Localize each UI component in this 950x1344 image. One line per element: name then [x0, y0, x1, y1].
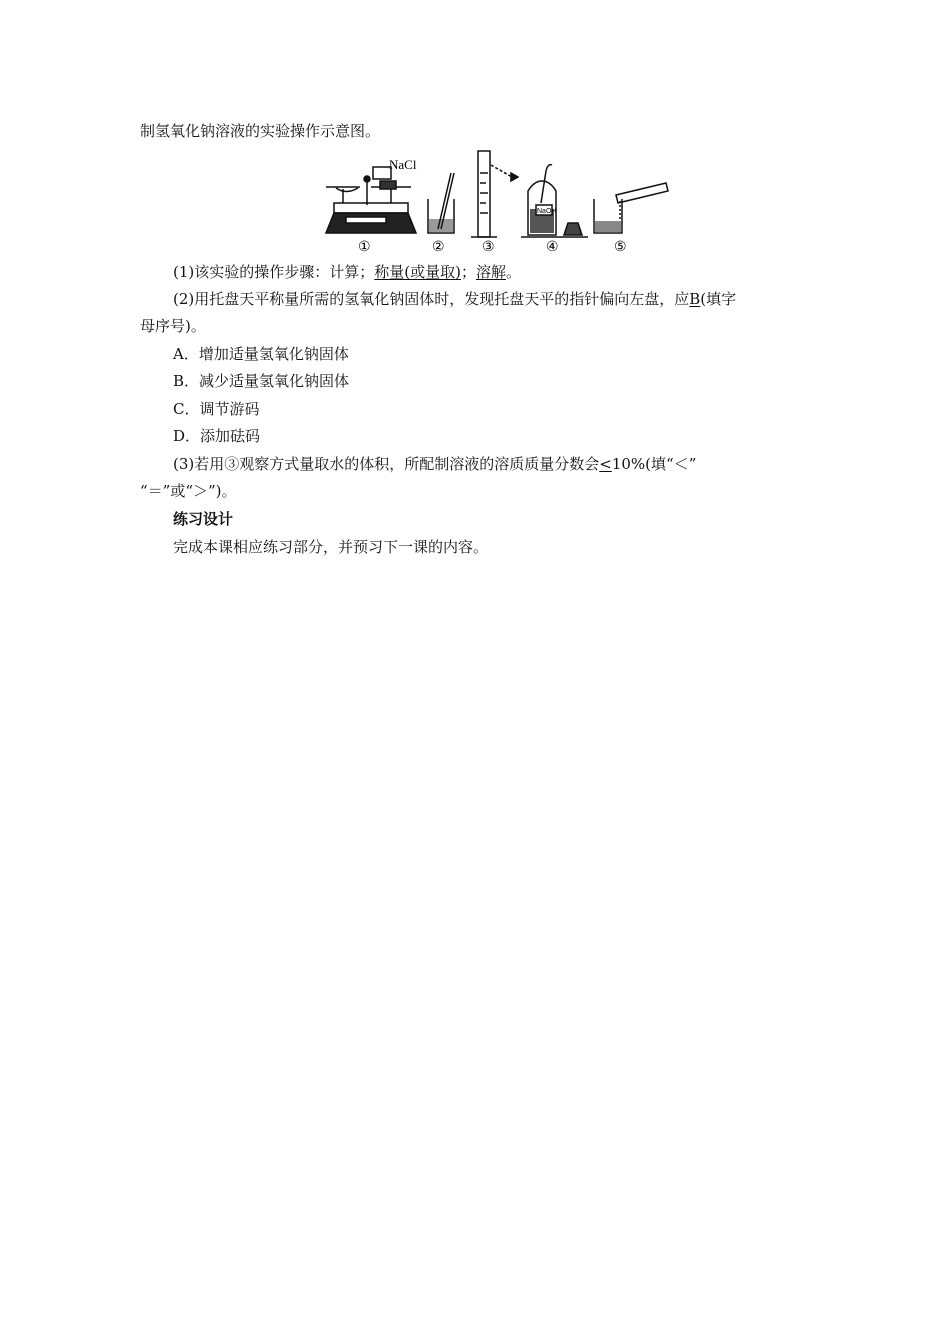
option-a: A．增加适量氢氧化钠固体	[173, 345, 349, 363]
question-3-cont: “＝”或“＞”)。	[140, 482, 237, 500]
q1-suffix: 。	[506, 263, 522, 281]
option-b: B．减少适量氢氧化钠固体	[173, 372, 350, 390]
pouring-beaker-icon	[594, 183, 668, 233]
q2-answer: B	[689, 290, 701, 308]
step-5-label: ⑤	[614, 239, 627, 255]
question-3	[173, 454, 696, 474]
q1-sep: ；	[460, 263, 476, 281]
question-2	[173, 289, 736, 309]
step-1-label: ①	[358, 239, 371, 255]
option-c: C．调节游码	[173, 400, 260, 418]
balance-icon	[326, 167, 416, 233]
step-3-label: ③	[482, 239, 495, 255]
graduated-cylinder-icon	[471, 151, 518, 237]
q2-suffix: (填字	[700, 290, 737, 308]
nacl-label: NaCl	[389, 157, 417, 172]
experiment-figure	[316, 143, 696, 255]
step-4-label: ④	[546, 239, 559, 255]
question-2-cont: 母序号)。	[140, 317, 206, 335]
q3-suffix: 10%(填“＜”	[611, 455, 697, 473]
option-d: D．添加砝码	[173, 427, 261, 445]
beaker-stirring-icon	[428, 173, 454, 233]
practice-text: 完成本课相应练习部分，并预习下一课的内容。	[173, 538, 489, 556]
q2-prefix: (2)用托盘天平称量所需的氢氧化钠固体时，发现托盘天平的指针偏向左盘，应	[173, 290, 690, 308]
q1-answer-2: 溶解	[475, 263, 506, 281]
intro-text: 制氢氧化钠溶液的实验操作示意图。	[140, 122, 381, 140]
naoh-label: NaOH	[537, 208, 557, 215]
q3-answer: <	[599, 455, 612, 473]
practice-heading: 练习设计	[173, 510, 234, 528]
naoh-bottle-icon	[521, 165, 588, 237]
q3-prefix: (3)若用③观察方式量取水的体积，所配制溶液的溶质质量分数会	[173, 455, 600, 473]
q1-answer-1: 称量(或量取)	[374, 263, 461, 281]
q1-prefix: (1)该实验的操作步骤：计算；	[173, 263, 375, 281]
question-1	[173, 262, 521, 282]
step-2-label: ②	[432, 239, 445, 255]
